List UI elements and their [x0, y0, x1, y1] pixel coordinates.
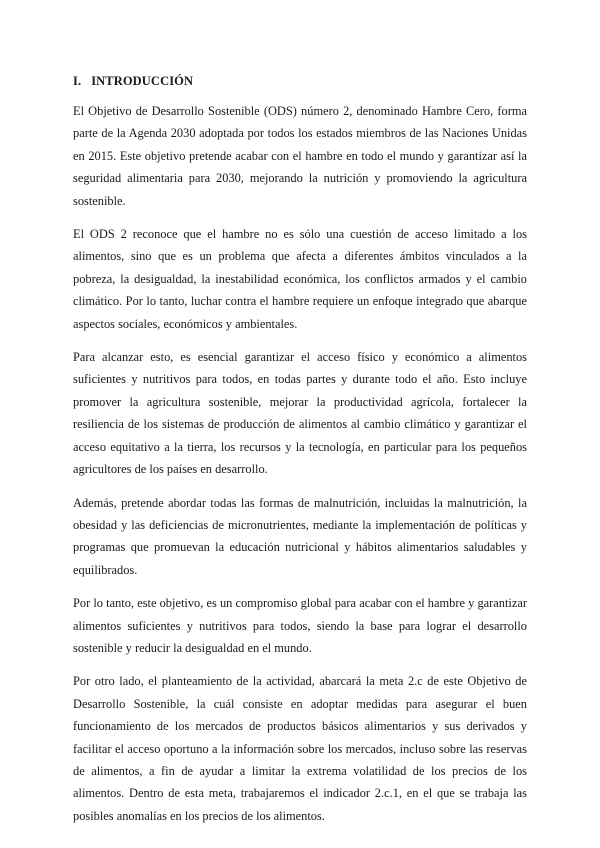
paragraph-global-commitment: Por lo tanto, este objetivo, es un compromiso global para acabar con el hambre y garantizar alimentos suficientes y nutritivos para todos, siendo la base para lograr el desarrollo sostenible y reducir la desigualdad en el mundo. [73, 596, 527, 655]
paragraph-hunger-dimensions: El ODS 2 reconoce que el hambre no es sólo una cuestión de acceso limitado a los alimentos, sino que es un problema que afecta a diferentes ámbitos vinculados a la pobreza, la desigualdad, la inestabilidad económica, los conflictos armados y el cambio climático. Por lo tanto, luchar contra el hambre requiere un enfoque integrado que abarque aspectos sociales, económicos y ambientales. [73, 227, 527, 331]
paragraph-food-access: Para alcanzar esto, es esencial garantizar el acceso físico y económico a alimentos suficientes y nutritivos para todos, en todas partes y durante todo el año. Esto incluye promover la agricultura sostenible, mejorar la productividad agrícola, fortalecer la resiliencia de los sistemas de producción de alimentos al cambio climático y garantizar el acceso equitativo a la tierra, los recursos y la tecnología, en particular para los pequeños agricultores de los países en desarrollo. [73, 350, 527, 477]
document-page [73, 72, 527, 838]
paragraph-malnutrition: Además, pretende abordar todas las formas de malnutrición, incluidas la malnutrición, la obesidad y las deficiencias de micronutrientes, mediante la implementación de políticas y programas que promuevan la educación nutricional y hábitos alimentarios saludables y equilibrados. [73, 495, 527, 577]
paragraph-ods2-intro: El Objetivo de Desarrollo Sostenible (ODS) número 2, denominado Hambre Cero, forma parte de la Agenda 2030 adoptada por todos los estados miembros de las Naciones Unidas en 2015. Este objetivo pretende acabar con el hambre en todo el mundo y garantizar así la seguridad alimentaria para 2030, mejorando la nutrición y promoviendo la agricultura sostenible. [73, 104, 527, 208]
section-heading [73, 72, 527, 90]
section-title: INTRODUCCIÓN [91, 74, 194, 88]
section-number: I. [73, 74, 82, 88]
paragraph-target-2c: Por otro lado, el planteamiento de la actividad, abarcará la meta 2.c de este Objetivo de Desarrollo Sostenible, la cuál consiste en adoptar medidas para asegurar el buen funcionamiento de los mercados de productos básicos alimentarios y sus derivados y facilitar el acceso oportuno a la información sobre los mercados, incluso sobre las reservas de alimentos, a fin de ayudar a limitar la extrema volatilidad de los precios de los alimentos. Dentro de esta meta, trabajaremos el indicador 2.c.1, en el que se trabaja las posibles anomalías en los precios de los alimentos. [73, 674, 527, 823]
